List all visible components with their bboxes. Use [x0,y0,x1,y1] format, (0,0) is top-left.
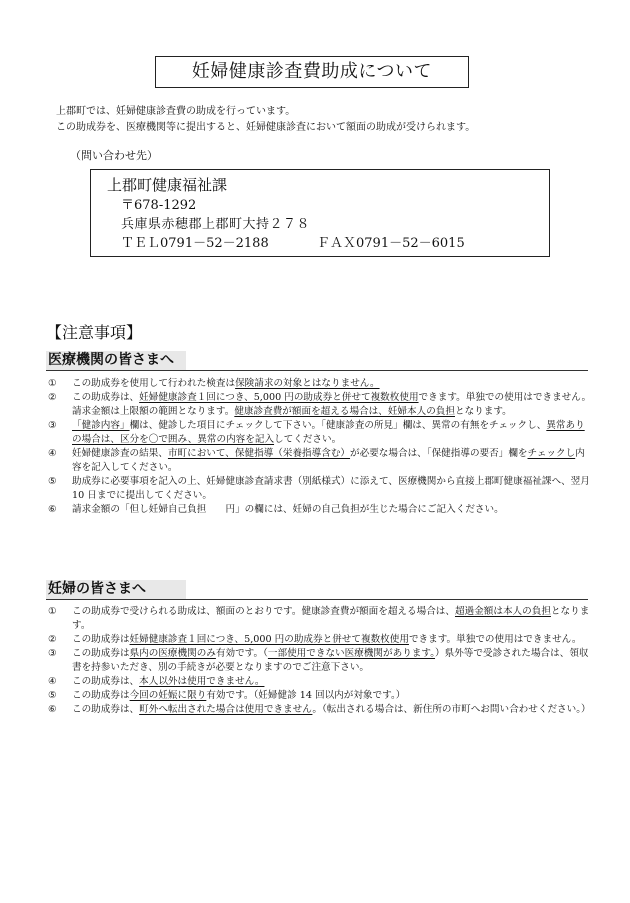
notice-item [48,419,593,447]
contact-box [90,169,550,257]
notice-item-text: この助成券は [72,634,130,645]
notice-item-text: この助成券は、 [72,676,140,687]
notice-item-emphasis: 「健診内容」 [72,420,130,431]
notice-item-emphasis: 健康診査費が額面を超える場合は、妊婦本人の負担 [234,406,455,417]
notice-item-text: この助成券は、 [72,392,140,403]
contact-org: 上郡町健康福祉課 [107,176,228,194]
notice-item-number: ④ [48,448,57,459]
medical-heading-text: 医療機関の皆さまへ [48,352,174,368]
notice-item-text: 妊婦健康診査の結果、 [72,448,168,459]
notice-item-emphasis: 県内の医療機関のみ [129,648,216,659]
notice-item-emphasis: 今回の妊娠に限り [129,690,207,701]
notice-item-number: ⑥ [48,704,57,715]
intro-text [56,104,475,136]
page-title: 妊婦健康診査費助成について [155,56,469,88]
notice-item-number: ① [48,606,57,617]
medical-notice-list [48,377,593,517]
pregnant-notice-list [48,605,593,717]
notice-item-emphasis: 一部使用できない医療機関があります。 [267,648,436,659]
notice-item-text: この助成券は、 [72,704,140,715]
notice-item-text: 請求金額の「但し妊婦自己負担 円」の欄には、妊婦の自己負担が生じた場合にご記入ください。 [72,504,504,515]
notice-item [48,605,593,633]
notice-item-text: 。（転出される場合は、新住所の市町へお問い合わせください。） [312,704,591,715]
notice-item-number: ⑤ [48,690,57,701]
notice-item-text: 有効です。（妊婦健診 14 回以内が対象です。） [206,690,406,701]
notice-item-emphasis: 妊婦健康診査１回につき、5,000 円の助成券と併せて複数枚使用 [129,634,409,645]
notice-item-text: 有効です。（ [215,648,268,659]
pregnant-heading-text: 妊婦の皆さまへ [48,581,146,597]
notice-item-emphasis: 超過金額は本人の負担 [454,606,551,617]
notice-item-text: ）県外等で受診された場合は、領収書を持参いただき、別の手続きが必要となりますのでご注意下さい。 [72,648,589,673]
notice-item-text: この助成券を使用して行われた検査は [72,378,236,389]
notice-item [48,447,593,475]
notice-item [48,647,593,675]
notice-item [48,377,593,391]
notice-item-number: ③ [48,420,57,431]
contact-tel: ＴＥＬ0791－52－2188 [121,236,269,251]
contact-zip: 〒678-1292 [121,198,197,213]
notice-item-number: ② [48,392,57,403]
notice-item [48,391,593,419]
intro-line-2: この助成券を、医療機関等に提出すると、妊婦健康診査において額面の助成が受けられます。 [56,122,476,133]
notice-item-emphasis: チェックし [527,448,576,459]
notice-item [48,703,593,717]
notice-item-text: となります。 [72,606,590,631]
contact-address: 兵庫県赤穂郡上郡町大持２７８ [121,217,311,232]
medical-section-heading [46,351,588,371]
notice-item-emphasis: 保険請求の対象とはなりません。 [235,378,380,389]
notice-item [48,475,593,503]
notice-item-text: が必要な場合は、「保健指導の要否」欄を [350,448,528,459]
contact-fax: ＦＡＸ0791－52－6015 [317,236,465,251]
notice-item-text: 欄は、健診した項目にチェックして下さい。「健康診査の所見」欄は、異常の有無をチェックし、 [129,420,547,431]
notice-item-text: してください。 [274,434,342,445]
notice-item-text: この助成券で受けられる助成は、額面のとおりです。健康診査費が額面を超える場合は、 [72,606,455,617]
notice-item-number: ④ [48,676,57,687]
notice-item-text: できます。単独での使用はできません。請求金額は上限額の範囲となります。 [72,392,592,417]
notice-item-emphasis: 市町において、保健指導（栄養指導含む） [167,448,351,459]
notice-item-emphasis: 町外へ転出された場合は使用できません [139,704,313,715]
notice-item [48,689,593,703]
notice-item [48,633,593,647]
pregnant-section-heading [46,580,588,600]
notice-item-number: ⑥ [48,504,57,515]
notice-item-number: ③ [48,648,57,659]
notice-item [48,503,593,517]
notice-item-text: この助成券は [72,648,130,659]
notice-item-text: となります。 [454,406,512,417]
inquiry-label: （問い合わせ先） [70,149,158,162]
notice-item-emphasis: 異常ありの場合は、区分を〇で囲み、異常の内容を記入 [72,420,585,445]
notice-item-number: ② [48,634,57,645]
notice-item-text: 助成券に必要事項を記入の上、妊婦健康診査請求書（別紙様式）に添えて、医療機関から直接上郡町健康福祉課へ、翌月 10 日までに提出してください。 [72,476,590,501]
intro-line-1: 上郡町では、妊婦健康診査費の助成を行っています。 [56,106,296,117]
notice-item [48,675,593,689]
notice-item-text: 内容を記入してください。 [72,448,585,473]
notice-item-emphasis: 本人以外は使用できません。 [139,676,265,687]
notice-heading: 【注意事項】 [46,323,143,342]
notice-item-text: この助成券は [72,690,130,701]
notice-item-number: ① [48,378,57,389]
notice-item-number: ⑤ [48,476,57,487]
notice-item-emphasis: 妊婦健康診査１回につき、5,000 円の助成券と併せて複数枚使用 [139,392,419,403]
notice-item-text: できます。単独での使用はできません。 [408,634,582,645]
